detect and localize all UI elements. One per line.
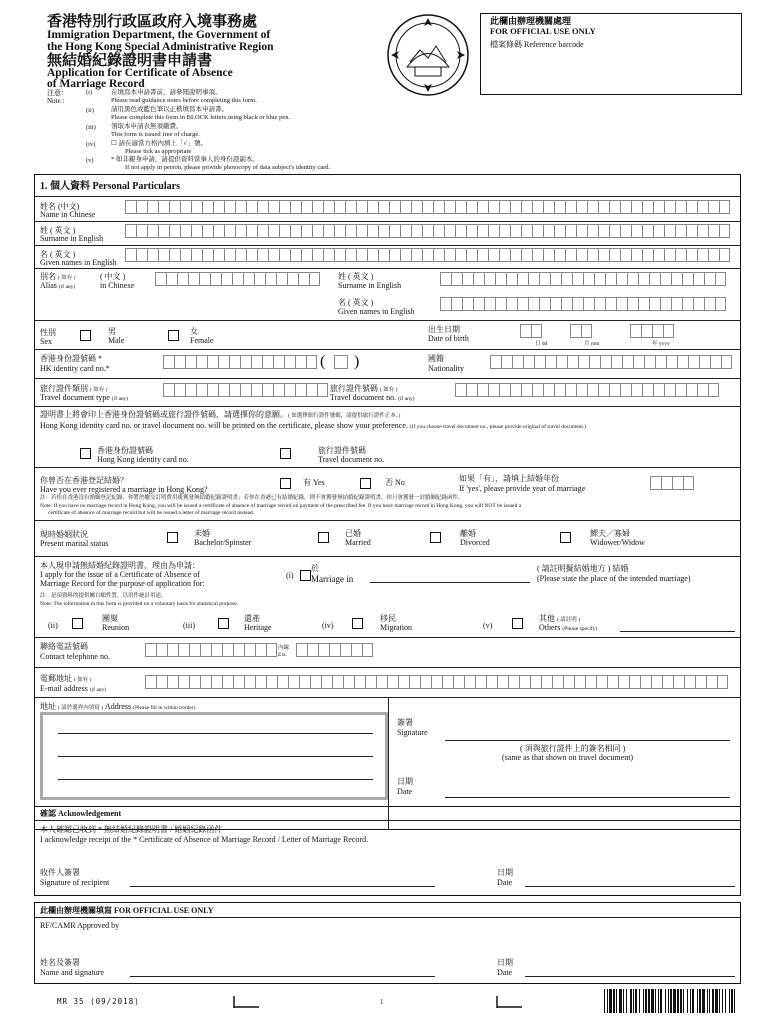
- ack-date-zh-label: 日期: [497, 868, 513, 877]
- name-sign-zh-label: 姓名及簽署: [40, 958, 80, 967]
- pref-zh-text: 證明書上將會印上香港身份證號碼或旅行證件號碼，請選擇你的意願。( 如選擇旅行證件號碼，請提供旅行證件正本。): [40, 410, 401, 419]
- marital-zh-label: 現時婚姻狀況: [40, 530, 88, 539]
- opt-hkid-en-label: Hong Kong identity card no.: [97, 455, 189, 464]
- surname-zh-label: 姓 ( 英文 ): [40, 226, 76, 235]
- signature-en-label: Signature: [397, 728, 428, 737]
- female-en-label: Female: [190, 336, 214, 345]
- ext-en-label: Ext.: [278, 652, 288, 658]
- surname-en-label: Surname in English: [40, 234, 104, 243]
- heritage-zh-label: 還產: [244, 614, 260, 623]
- note-num: (iii): [86, 124, 96, 131]
- note-zh: ☐ 請在適當方格內填上「✓」號。: [111, 140, 208, 147]
- dob-month-boxes[interactable]: [570, 324, 592, 338]
- note-zh: 領取本申請表無須繳費。: [111, 123, 183, 130]
- others-checkbox[interactable]: [512, 618, 523, 629]
- note-num: (v): [86, 157, 94, 164]
- opt-hkid-zh-label: 香港身份證號碼: [97, 446, 153, 455]
- purpose-ii-label: (ii): [48, 621, 58, 630]
- note-en: Please complete this form in BLOCK letters using black or blue pen.: [111, 114, 291, 121]
- same-sign-en-label: (same as that shown on travel document): [502, 753, 634, 762]
- migration-en-label: Migration: [380, 623, 412, 632]
- reunion-checkbox[interactable]: [72, 618, 83, 629]
- sex-en-label: Sex: [40, 337, 52, 346]
- td-no-boxes[interactable]: [455, 383, 719, 397]
- note-marriage-record-zh: 註：若你在香港沒有婚姻登記紀錄，你將於繳交訂明費用後獲發無結婚紀錄證明書；若你在香港已有結婚紀錄，則不會獲發無結婚紀錄證明書，你只會獲發一封婚姻紀錄函件。: [40, 495, 464, 501]
- alias-given-zh: 名 ( 英文 ): [338, 298, 374, 307]
- dob-day-boxes[interactable]: [520, 324, 542, 338]
- purpose-iv-label: (iv): [322, 621, 334, 630]
- form-number: MR 35 (09/2018): [57, 997, 140, 1006]
- date-zh-label: 日期: [397, 777, 413, 786]
- nationality-zh-label: 國籍: [428, 354, 444, 363]
- recipient-zh-label: 收件人簽署: [40, 868, 80, 877]
- email-zh-label: 電郵地址 ( 如有 ): [40, 674, 92, 683]
- alias-chinese-boxes[interactable]: [155, 272, 320, 286]
- purpose-iii-label: (iii): [183, 621, 195, 630]
- nationality-en-label: Nationality: [428, 364, 464, 373]
- married-en-label: Married: [345, 538, 371, 547]
- tel-en-label: Contact telephone no.: [40, 652, 110, 661]
- nationality-boxes[interactable]: [490, 355, 732, 369]
- given-zh-label: 名 ( 英文 ): [40, 250, 76, 259]
- notes-label-zh: 注意：: [47, 89, 68, 97]
- alias-given-boxes[interactable]: [440, 297, 726, 311]
- apply-en-text-2: Marriage Record for the purpose of application for:: [40, 579, 205, 588]
- ack-date-line[interactable]: [525, 886, 735, 887]
- email-boxes[interactable]: [145, 675, 728, 689]
- marriage-in-label: Marriage in: [311, 574, 354, 584]
- heritage-checkbox[interactable]: [218, 618, 229, 629]
- alias-surname-en: Surname in English: [338, 281, 402, 290]
- email-en-label: E-mail address (if any): [40, 684, 107, 693]
- note-voluntary-zh: 註：是項資料的提供屬自願性質，以用作統計用途。: [40, 593, 167, 599]
- note-en: If not apply in person, please provide photocopy of data subject's identity card.: [125, 164, 331, 171]
- note-marriage-record-en-2: certificate of absence of marriage record but will be issued a letter of marriage record instead.: [48, 510, 255, 516]
- migration-zh-label: 移民: [380, 614, 396, 623]
- opt-td-en-label: Travel document no.: [318, 455, 385, 464]
- official-date-zh-label: 日期: [497, 958, 513, 967]
- hkid-check-digit-box[interactable]: [334, 355, 348, 369]
- no-label: 否 No: [385, 478, 405, 487]
- dob-dd-label: 日 dd: [535, 341, 548, 347]
- dob-zh-label: 出生日期: [428, 325, 460, 334]
- single-checkbox[interactable]: [167, 532, 178, 543]
- td-type-zh-label: 旅行證件類別 ( 如有 ): [40, 384, 108, 393]
- sex-zh-label: 性別: [40, 328, 56, 337]
- ack-date-en-label: Date: [497, 878, 513, 887]
- official-zh-label: 此欄由辦理機關處理: [490, 16, 572, 26]
- ext-boxes[interactable]: [296, 643, 373, 657]
- apply-zh-text: 本人現申請無結婚紀錄證明書，理由為申請：: [40, 561, 200, 570]
- registration-mark-icon: [232, 996, 260, 1008]
- others-zh-label: 其他 ( 請註明 ): [539, 614, 580, 623]
- registration-mark-icon: [495, 996, 523, 1008]
- name-zh-label: 姓名 (中文): [40, 202, 80, 211]
- form-title-en-2: of Marriage Record: [47, 78, 145, 90]
- note-voluntary-en: Note: The information in this form is provided on a voluntary basis for statistical purpose.: [40, 601, 239, 607]
- opt-td-zh-label: 旅行證件號碼: [318, 446, 366, 455]
- same-sign-zh-label: ( 須與旅行證件上的簽名相同 ): [520, 744, 626, 753]
- dob-yyyy-label: 年 yyyy: [652, 341, 670, 347]
- in-zh-label: 於: [311, 564, 319, 573]
- place-zh-label: ( 請註明擬結婚地方 ) 結婚: [537, 564, 629, 573]
- hkid-boxes[interactable]: [163, 355, 317, 369]
- note-en: Please tick as appropriate: [125, 148, 192, 155]
- reunion-en-label: Reunion: [102, 623, 130, 632]
- married-zh-label: 已婚: [345, 529, 361, 538]
- ack-en-text: I acknowledge receipt of the * Certificate of Absence of Marriage Record / Letter of Marriage Record.: [40, 835, 369, 844]
- marriage-year-boxes[interactable]: [650, 476, 694, 490]
- dept-name-en-2: the Hong Kong Special Administrative Region: [47, 41, 274, 53]
- official-title: 此欄由辦理機關填寫 FOR OFFICIAL USE ONLY: [40, 906, 214, 915]
- note-en: Please read guidance notes before completing this form.: [111, 97, 257, 104]
- purpose-marriage-checkbox[interactable]: [300, 570, 311, 581]
- widow-checkbox[interactable]: [560, 532, 571, 543]
- divorced-checkbox[interactable]: [430, 532, 441, 543]
- hkid-en-label: HK identity card no.*: [40, 364, 110, 373]
- note-zh: 請用黑色或藍色筆以正楷填寫本申請書。: [111, 106, 228, 113]
- others-en-label: Others (Please specify): [539, 623, 598, 632]
- marital-en-label: Present marital status: [40, 539, 109, 548]
- given-en-label: Given names in English: [40, 258, 117, 267]
- date-en-label: Date: [397, 787, 413, 796]
- married-checkbox[interactable]: [318, 532, 329, 543]
- female-zh-label: 女: [190, 327, 198, 336]
- address-label: 地址 ( 請於邊界內填寫 ) Address (Please fill in within border): [40, 702, 196, 711]
- alias-zh-label: 別名 ( 如有 ): [40, 272, 76, 281]
- place-en-label: (Please state the place of the intended marriage): [537, 574, 691, 583]
- male-en-label: Male: [108, 336, 125, 345]
- alias-chinese-zh: ( 中文 ): [100, 272, 126, 281]
- tel-boxes[interactable]: [145, 643, 277, 657]
- form-barcode-icon: [604, 989, 738, 1013]
- hkid-paren-close: ): [354, 353, 360, 370]
- note-zh: 在填寫本申請書前，請參閱說明事項。: [111, 89, 222, 96]
- page-number: 1: [380, 998, 384, 1006]
- dob-en-label: Date of birth: [428, 334, 469, 343]
- marriage-place-line[interactable]: [370, 582, 530, 583]
- note-num: (iv): [86, 141, 96, 148]
- note-en: This form is issued free of charge.: [111, 131, 200, 138]
- hkid-zh-label: 香港身份證號碼 *: [40, 354, 102, 363]
- reunion-zh-label: 團聚: [102, 614, 118, 623]
- alias-surname-boxes[interactable]: [440, 272, 726, 286]
- approved-by-label: RF/CAMR Approved by: [40, 921, 120, 930]
- name-en-label: Name in Chinese: [40, 210, 96, 219]
- form-title-en-1: Application for Certificate of Absence: [47, 67, 233, 79]
- form-title-zh: 無結婚紀錄證明書申請書: [47, 53, 213, 69]
- dept-name-en-1: Immigration Department, the Government of: [47, 29, 271, 41]
- notes-label-en: Note :: [47, 97, 65, 105]
- ack-zh-text: 本人確認已收到 * 無結婚紀錄證明書 / 婚姻紀錄函件: [40, 825, 223, 834]
- alias-given-en: Given names in English: [338, 307, 415, 316]
- note-zh: * 如非親身申請，請提供資料當事人的身份證副本。: [111, 156, 259, 163]
- signature-line[interactable]: [445, 740, 730, 741]
- divorced-zh-label: 離婚: [460, 529, 476, 538]
- note-marriage-record-en-1: Note: If you have no marriage record in Hong Kong, you will be issued a certificate of absence of marriage record on payment of the prescribed fee. If you have marriage record in Hong Kong, you will NOT be issued a: [40, 503, 522, 509]
- official-signature-line[interactable]: [130, 976, 435, 977]
- section1-title: 1. 個人資料 Personal Particulars: [40, 181, 180, 192]
- migration-checkbox[interactable]: [352, 618, 363, 629]
- apply-en-text-1: I apply for the issue of a Certificate of Absence of: [40, 570, 200, 579]
- registered-yes-checkbox[interactable]: [280, 478, 291, 489]
- reference-barcode-label: 檔案條碼 Reference barcode: [490, 40, 584, 49]
- dob-mm-label: 月 mm: [584, 341, 600, 347]
- alias-en-label: Alias (if any): [40, 281, 76, 290]
- others-specify-line[interactable]: [620, 631, 735, 632]
- dob-year-boxes[interactable]: [630, 324, 674, 338]
- given-names-english-boxes[interactable]: [125, 248, 730, 262]
- note-num: (ii): [86, 107, 94, 114]
- single-en-label: Bachelor/Spinster: [194, 538, 252, 547]
- ext-zh-label: 內線: [278, 645, 290, 651]
- ack-title: 確認 Acknowledgement: [40, 809, 122, 818]
- alias-surname-zh: 姓 ( 英文 ): [338, 272, 374, 281]
- male-checkbox[interactable]: [80, 330, 91, 341]
- recipient-signature-line[interactable]: [130, 886, 435, 887]
- widow-zh-label: 鰥夫／寡婦: [590, 529, 630, 538]
- registered-en-text: Have you ever registered a marriage in Hong Kong?: [40, 485, 208, 494]
- alias-chinese-en: in Chinese: [100, 281, 134, 290]
- single-zh-label: 未婚: [194, 529, 210, 538]
- print-td-checkbox[interactable]: [280, 448, 291, 459]
- tel-zh-label: 聯絡電話號碼: [40, 642, 88, 651]
- yes-label: 有 Yes: [303, 478, 325, 487]
- purpose-v-label: (v): [483, 621, 493, 630]
- date-line[interactable]: [445, 797, 730, 798]
- td-no-zh-label: 旅行證件號碼 ( 如有 ): [330, 384, 398, 393]
- note-num: (i): [86, 89, 93, 96]
- official-date-line[interactable]: [525, 976, 735, 977]
- heritage-en-label: Heritage: [244, 623, 272, 632]
- registered-no-checkbox[interactable]: [360, 478, 371, 489]
- pref-en-text: Hong Kong identity card no. or travel document no. will be printed on the certificate, please show your preference. (If you choose travel document no., please provide original of travel document.): [40, 421, 587, 430]
- registered-zh-text: 你曾否在香港登記結婚？: [40, 476, 128, 485]
- surname-english-boxes[interactable]: [125, 224, 730, 238]
- purpose-i-label: (i): [286, 571, 294, 580]
- immigration-emblem: [385, 12, 471, 98]
- official-date-en-label: Date: [497, 968, 513, 977]
- official-en-label: FOR OFFICIAL USE ONLY: [490, 26, 596, 36]
- female-checkbox[interactable]: [168, 330, 179, 341]
- signature-zh-label: 簽署: [397, 718, 413, 727]
- recipient-en-label: Signature of recipient: [40, 878, 110, 887]
- dept-name-zh: 香港特別行政區政府入境事務處: [47, 14, 258, 30]
- td-type-en-label: Travel document type (if any): [40, 393, 129, 402]
- male-zh-label: 男: [108, 327, 116, 336]
- marriage-year-zh-label: 如果「有」，請填上結婚年份: [459, 474, 559, 483]
- name-chinese-boxes[interactable]: [125, 200, 730, 214]
- widow-en-label: Widower/Widow: [590, 538, 645, 547]
- td-no-en-label: Travel document no. (if any): [330, 393, 415, 402]
- marriage-year-en-label: If 'yes', please provide year of marriage: [459, 484, 586, 493]
- td-type-boxes[interactable]: [163, 383, 328, 397]
- name-sign-en-label: Name and signature: [40, 968, 104, 977]
- divorced-en-label: Divorced: [460, 538, 490, 547]
- print-hkid-checkbox[interactable]: [80, 448, 91, 459]
- hkid-paren-open: (: [320, 353, 326, 370]
